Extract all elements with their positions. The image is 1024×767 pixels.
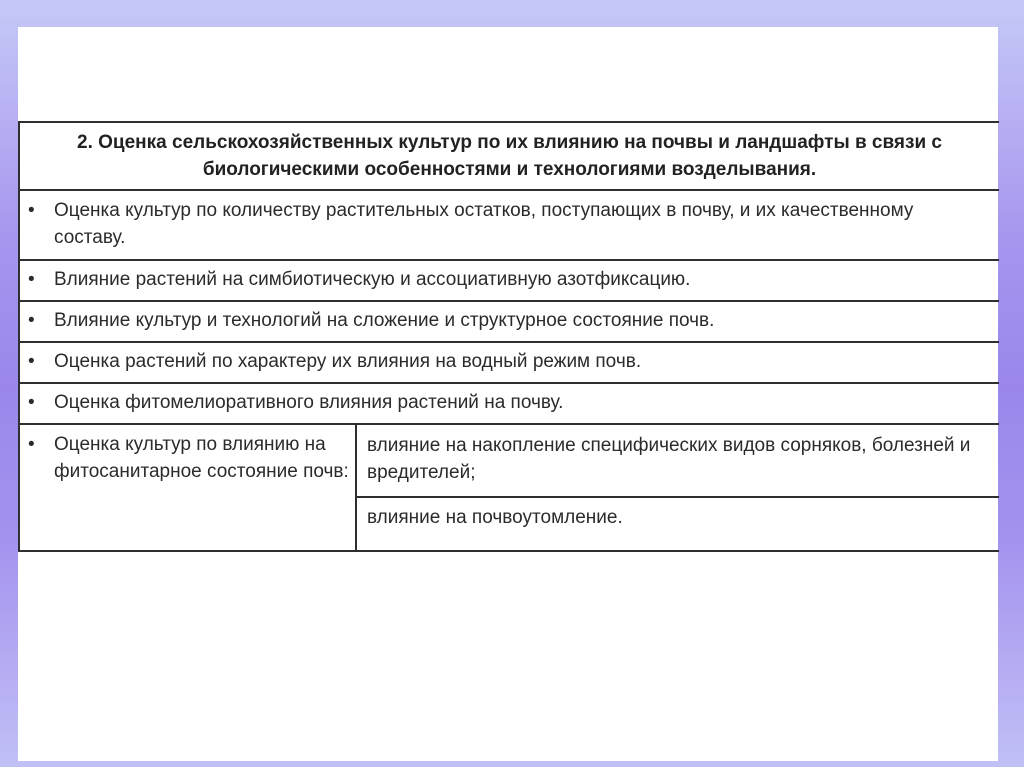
phytosanitary-item: влияние на почвоутомление. xyxy=(367,507,623,528)
row-text: Влияние культур и технологий на сложение и структурное состояние почв. xyxy=(54,310,715,331)
bullet-marker: • xyxy=(28,434,35,455)
bullet-marker: • xyxy=(28,200,35,221)
row-text: Оценка культур по количеству растительных остатков, поступающих в почву, и их качественному составу. xyxy=(54,200,914,248)
table-row xyxy=(19,342,999,383)
bullet-marker: • xyxy=(28,269,35,290)
phytosanitary-item: влияние на накопление специфических видов сорняков, болезней и вредителей; xyxy=(357,425,999,498)
bullet-marker: • xyxy=(28,351,35,372)
slide xyxy=(18,27,998,761)
bullet-marker: • xyxy=(28,392,35,413)
row-text: Оценка фитомелиоративного влияния растений на почву. xyxy=(54,392,564,413)
table-row xyxy=(19,190,999,260)
criteria-table xyxy=(18,121,999,552)
table-row xyxy=(19,260,999,301)
row-text: Оценка растений по характеру их влияния на водный режим почв. xyxy=(54,351,642,372)
table-row xyxy=(19,301,999,342)
row-text: Оценка культур по влиянию на фитосанитарное состояние почв: xyxy=(54,434,349,482)
table-row xyxy=(19,383,999,424)
bullet-marker: • xyxy=(28,310,35,331)
phytosanitary-label-cell xyxy=(19,424,356,551)
phytosanitary-items-cell xyxy=(356,424,999,551)
table-heading: 2. Оценка сельскохозяйственных культур по их влиянию на почвы и ландшафты в связи с биологическими особенностями и технологиями возделывания. xyxy=(19,122,999,190)
row-text: Влияние растений на симбиотическую и ассоциативную азотфиксацию. xyxy=(54,269,691,290)
